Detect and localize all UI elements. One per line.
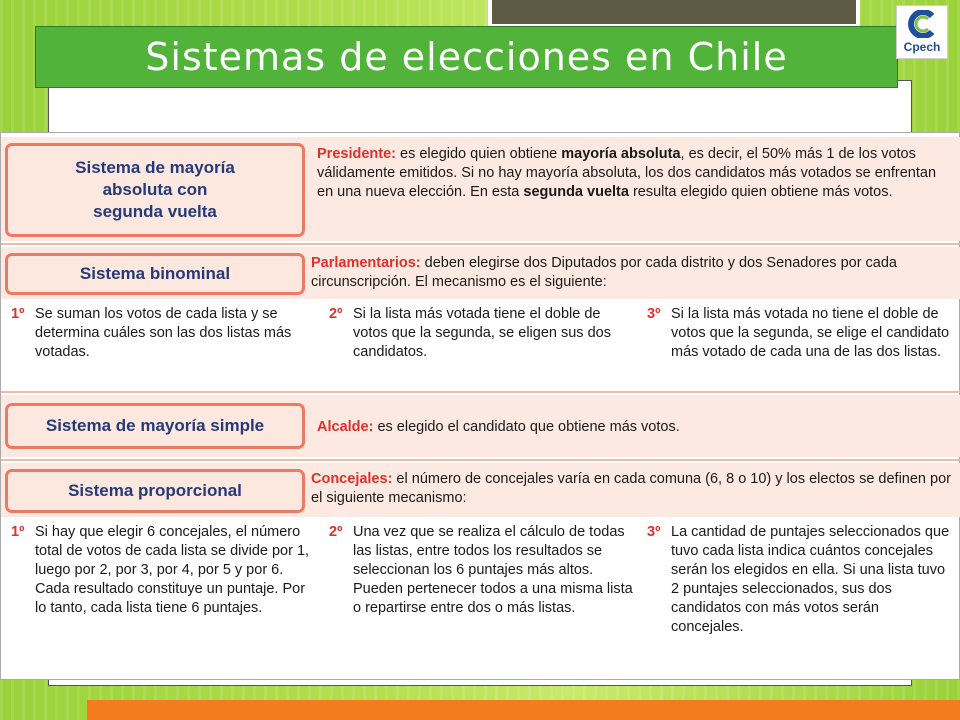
desc-bold: mayoría absoluta (561, 146, 681, 162)
row-divider (1, 459, 960, 461)
desc-text: es elegido el candidato que obtiene más votos. (373, 419, 680, 435)
system-label (5, 143, 305, 237)
step-text: Una vez que se realiza el cálculo de todas las listas, entre todos los resultados se seleccionan los 6 puntajes más altos. Pueden pertenecer todos a una misma lista o repartirse entre dos o más listas. (353, 524, 633, 616)
step-text: Si la lista más votada tiene el doble de votos que la segunda, se eligen sus dos candidatos. (353, 306, 611, 360)
system-label-line: segunda vuelta (93, 202, 217, 221)
system-label-line: Sistema de mayoría (75, 158, 235, 177)
cpech-logo (896, 5, 948, 59)
desc-text: resulta elegido quien obtiene más votos. (628, 184, 893, 200)
step-number: 1º (11, 524, 25, 540)
step-text: Se suman los votos de cada lista y se determina cuáles son las dos listas más votadas. (35, 306, 292, 360)
bottom-accent-bar (87, 700, 960, 720)
step-text: La cantidad de puntajes seleccionados que tuvo cada lista indica cuántos concejales serán los elegidos en ella. Si una lista tuvo 2 puntajes seleccionados, sus dos candidatos con más votos serán concejales. (671, 524, 950, 635)
step-text: Si hay que elegir 6 concejales, el número total de votos de cada lista se divide por 1, luego por 2, por 3, por 4, por 5 y por 6. Cada resultado constituye un puntaje. Por lo tanto, cada lista tiene 6 puntajes. (35, 524, 310, 616)
mechanism-step (647, 305, 953, 362)
desc-text: es elegido quien obtiene (395, 146, 562, 162)
election-systems-table (0, 132, 960, 680)
system-label-line: absoluta con (102, 180, 208, 199)
row-divider (1, 391, 960, 393)
mechanism-step (647, 523, 953, 637)
row-divider (1, 243, 960, 245)
slide-title: Sistemas de elecciones en Chile (145, 35, 788, 79)
step-number: 2º (329, 306, 343, 322)
desc-text: , es decir, el 50% más 1 de los votos válidamente emitidos. Si no hay mayoría absoluta, los dos candidatos más votados se enfrentan en una nueva elección. En esta (317, 146, 937, 200)
desc-text: deben elegirse dos Diputados por cada distrito y dos Senadores por cada circunscripción. El mecanismo es el siguiente: (311, 255, 897, 290)
system-description (311, 470, 951, 508)
system-label-line: Sistema de mayoría simple (45, 416, 265, 435)
logo-text: Cpech (903, 40, 941, 54)
step-number: 1º (11, 306, 25, 322)
system-label (5, 469, 305, 513)
mechanism-step (329, 523, 635, 618)
system-label (5, 253, 305, 295)
role-label: Parlamentarios: (311, 255, 421, 271)
mechanism-step (11, 305, 317, 362)
top-decorative-bar (488, 0, 860, 28)
system-description (311, 254, 951, 292)
role-label: Presidente: (317, 146, 396, 162)
system-label-line: Sistema binominal (79, 264, 231, 283)
step-number: 3º (647, 306, 661, 322)
desc-bold: segunda vuelta (523, 184, 629, 200)
step-number: 2º (329, 524, 343, 540)
role-label: Alcalde: (317, 419, 374, 435)
mechanism-step (329, 305, 635, 362)
system-label (5, 403, 305, 449)
system-description (317, 418, 951, 437)
title-banner (35, 26, 898, 88)
mechanism-step (11, 523, 317, 618)
logo-c-icon (906, 10, 938, 38)
system-description (317, 145, 951, 202)
desc-text: el número de concejales varía en cada comuna (6, 8 o 10) y los electos se definen por el siguiente mecanismo: (311, 471, 951, 506)
system-label-line: Sistema proporcional (68, 481, 242, 500)
role-label: Concejales: (311, 471, 393, 487)
step-text: Si la lista más votada no tiene el doble de votos que la segunda, se elige el candidato más votado de cada una de las dos listas. (671, 306, 950, 360)
step-number: 3º (647, 524, 661, 540)
